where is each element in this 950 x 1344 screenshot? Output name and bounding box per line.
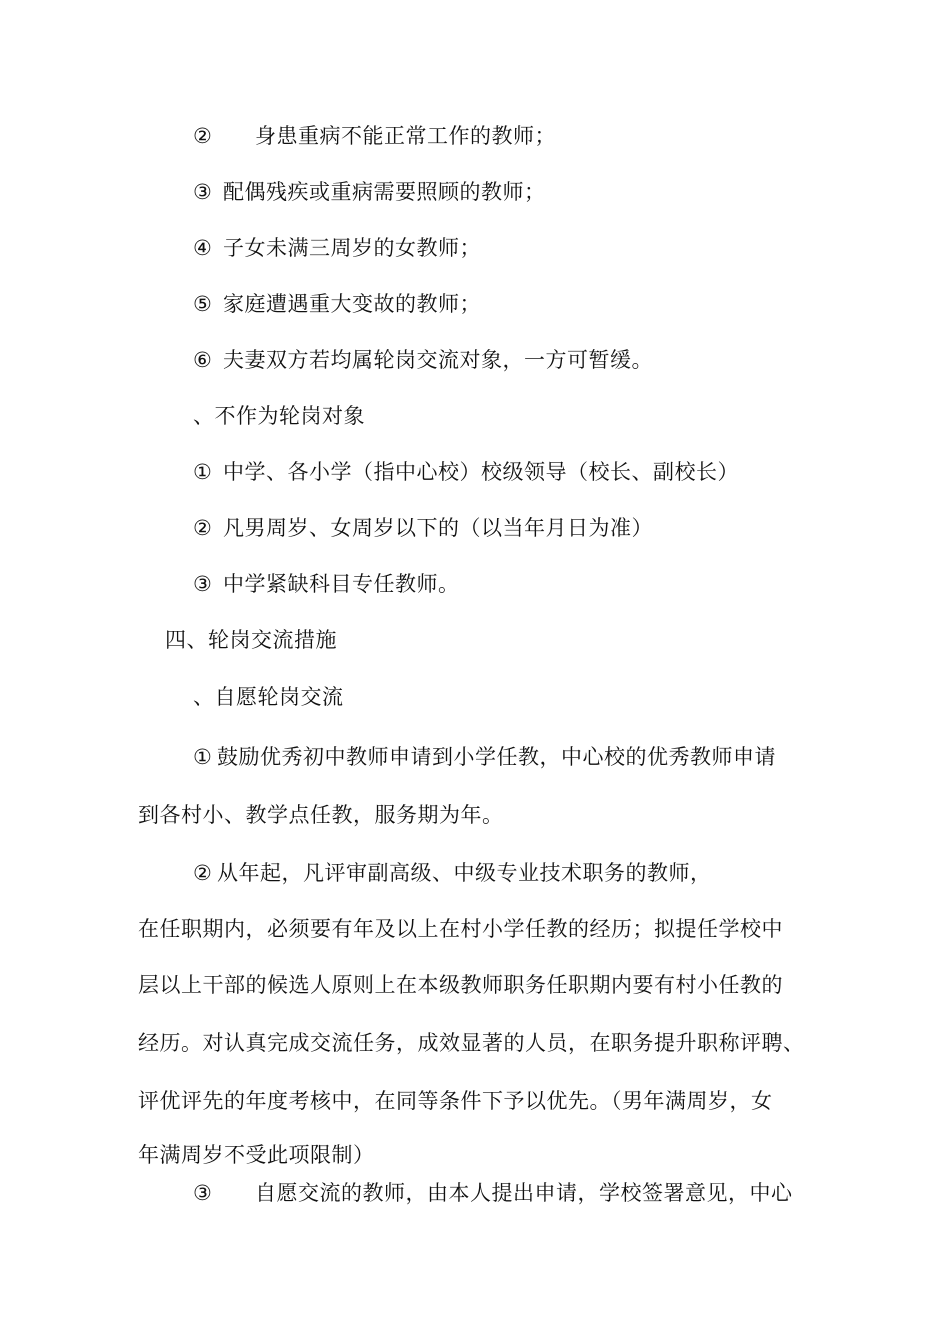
list-item xyxy=(193,178,546,206)
paragraph-text: 从年起，凡评审副高级、中级专业技术职务的教师， xyxy=(217,861,712,885)
list-item-text: 凡男周岁、女周岁以下的（以当年月日为准） xyxy=(223,516,653,540)
list-marker: ④ xyxy=(193,236,213,260)
list-item-text: 中学紧缺科目专任教师。 xyxy=(223,572,460,596)
list-marker: ② xyxy=(193,516,213,540)
list-marker: ⑥ xyxy=(193,348,213,372)
list-marker: ① xyxy=(193,460,213,484)
section-heading-text: 四、轮岗交流措施 xyxy=(165,628,337,652)
paragraph-text: 鼓励优秀初中教师申请到小学任教，中心校的优秀教师申请 xyxy=(217,745,776,769)
section-heading xyxy=(165,626,337,654)
paragraph-text: 层以上干部的候选人原则上在本级教师职务任职期内要有村小任教的 xyxy=(138,973,783,997)
paragraph-line xyxy=(138,801,504,829)
paragraph-text: 在任职期内，必须要有年及以上在村小学任教的经历；拟提任学校中 xyxy=(138,917,783,941)
paragraph-text: 到各村小、教学点任教，服务期为年。 xyxy=(138,803,504,827)
paragraph-text: 自愿交流的教师，由本人提出申请，学校签署意见，中心 xyxy=(255,1181,793,1205)
list-marker: ③ xyxy=(193,180,213,204)
list-marker: ① xyxy=(193,745,213,769)
list-item xyxy=(193,122,556,150)
paragraph-line xyxy=(193,859,712,887)
list-item-text: 夫妻双方若均属轮岗交流对象，一方可暂缓。 xyxy=(223,348,653,372)
list-item xyxy=(193,458,739,486)
list-item-text: 身患重病不能正常工作的教师； xyxy=(255,124,556,148)
list-item xyxy=(193,514,653,542)
list-item-text: 家庭遭遇重大变故的教师； xyxy=(223,292,481,316)
list-item xyxy=(193,290,481,318)
paragraph-line xyxy=(193,1179,793,1207)
section-heading-text: 、不作为轮岗对象 xyxy=(193,404,365,428)
list-marker: ② xyxy=(193,861,213,885)
list-item xyxy=(193,234,481,262)
list-marker: ② xyxy=(193,124,213,148)
paragraph-line xyxy=(138,1029,805,1057)
list-marker: ③ xyxy=(193,572,213,596)
paragraph-line xyxy=(193,743,776,771)
subsection-heading xyxy=(193,683,344,711)
paragraph-line xyxy=(138,915,783,943)
paragraph-text: 经历。对认真完成交流任务，成效显著的人员，在职务提升职称评聘、 xyxy=(138,1031,805,1055)
subsection-heading-text: 、自愿轮岗交流 xyxy=(193,685,344,709)
list-item-text: 子女未满三周岁的女教师； xyxy=(223,236,481,260)
paragraph-text: 评优评先的年度考核中，在同等条件下予以优先。（男年满周岁，女 xyxy=(138,1089,773,1113)
list-item xyxy=(193,570,460,598)
list-marker: ③ xyxy=(193,1181,213,1205)
list-marker: ⑤ xyxy=(193,292,213,316)
section-heading xyxy=(193,402,365,430)
paragraph-line xyxy=(138,1087,773,1115)
list-item xyxy=(193,346,653,374)
list-item-text: 配偶残疾或重病需要照顾的教师； xyxy=(223,180,546,204)
list-item-text: 中学、各小学（指中心校）校级领导（校长、副校长） xyxy=(223,460,739,484)
paragraph-line xyxy=(138,1141,375,1169)
paragraph-line xyxy=(138,971,783,999)
paragraph-text: 年满周岁不受此项限制） xyxy=(138,1143,375,1167)
